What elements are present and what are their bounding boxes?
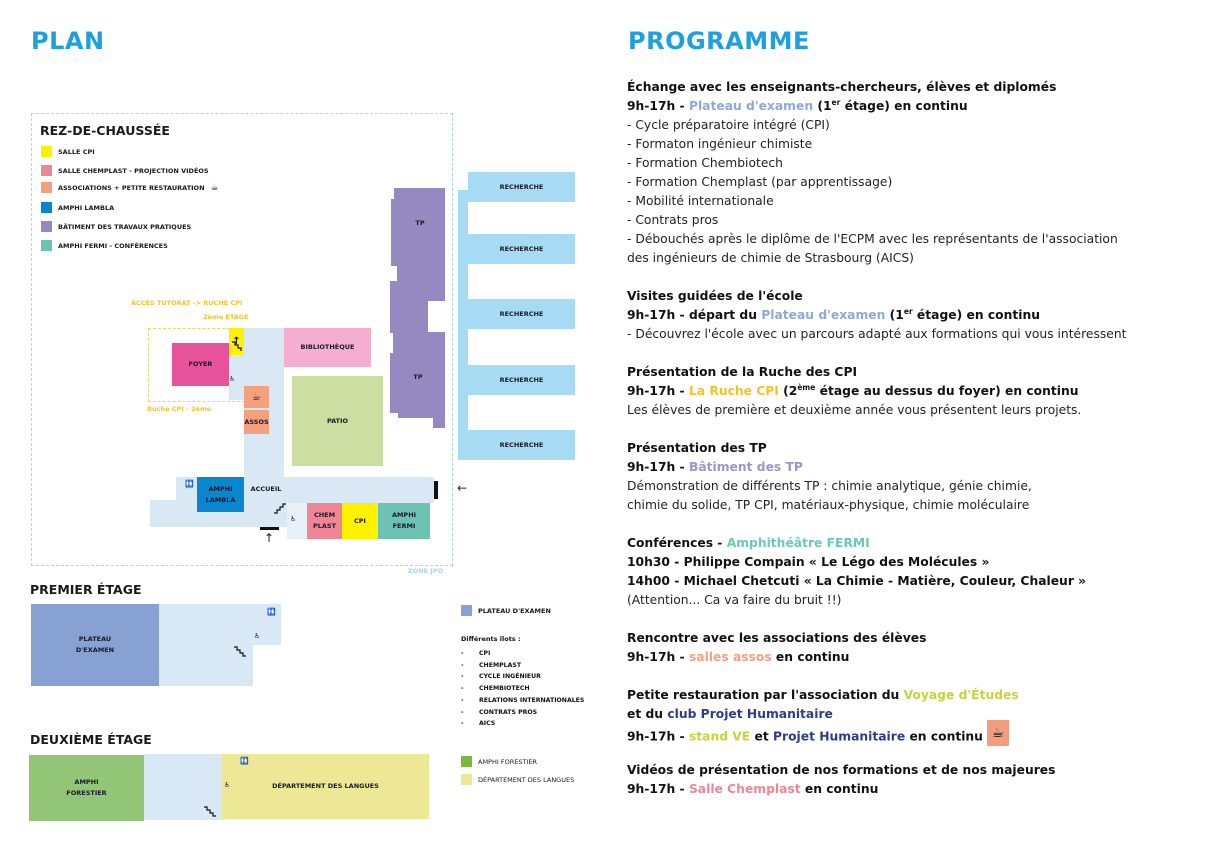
entrance-east-door (434, 481, 438, 499)
room-assos[interactable]: ASSOS (244, 410, 269, 434)
room-recherche-1[interactable]: RECHERCHE (468, 172, 575, 202)
room-amphi-lambla[interactable]: AMPHI LAMBLA (197, 477, 244, 512)
plan-title: PLAN (31, 27, 105, 55)
list-item: - Formaton ingénieur chimiste (627, 137, 813, 151)
ilot-item: - CHEMPLAST (461, 661, 522, 669)
location-link: salles assos (688, 650, 772, 664)
location-link: stand VE (688, 729, 751, 744)
talk-item: 14h00 - Michael Chetcuti « La Chimie - Matière, Couleur, Chaleur » (627, 574, 1087, 588)
legend-label: BÂTIMENT DES TRAVAUX PRATIQUES (58, 222, 192, 231)
stairs-icon (203, 806, 217, 818)
location-link: Projet Humanitaire (773, 729, 906, 744)
section-text: - Découvrez l'école avec un parcours adapté aux formations qui vous intéressent (627, 327, 1127, 341)
list-item: - Débouchés après le diplôme de l'ECPM avec les représentants de l'association (627, 232, 1118, 246)
ruche-cpi-label: Ruche CPI - 2ème (147, 405, 212, 413)
legend-swatch (41, 182, 52, 193)
section-title: Visites guidées de l'école (627, 289, 803, 303)
list-item: - Cycle préparatoire intégré (CPI) (627, 118, 830, 132)
room-plateau-examen[interactable]: PLATEAU D'EXAMEN (31, 604, 159, 686)
talk-item: 10h30 - Philippe Compain « Le Légo des Molécules » (627, 555, 990, 569)
section-time: 9h-17h - stand VE et Projet Humanitaire en continu ☕ (627, 724, 1126, 750)
ilot-item: - CONTRATS PROS (461, 708, 538, 716)
legend-amphi-fermi (41, 240, 168, 251)
section-title: Présentation des TP (627, 441, 767, 455)
corridor-first-floor (159, 604, 281, 645)
location-link: Plateau d'examen (761, 308, 886, 322)
toilets-icon: 🚻 (267, 608, 276, 616)
list-item: - Mobilité internationale (627, 194, 774, 208)
location-link: club Projet Humanitaire (667, 707, 833, 721)
room-recherche-2[interactable]: RECHERCHE (468, 234, 575, 264)
legend-label: SALLE CHEMPLAST - PROJECTION VIDÉOS (58, 166, 209, 175)
legend-plateau-examen (461, 605, 551, 616)
section-title: Conférences - Amphithéâtre FERMI (627, 536, 870, 550)
legend-chemplast (41, 165, 209, 176)
legend-label: PLATEAU D'EXAMEN (478, 606, 551, 615)
section-note: (Attention... Ca va faire du bruit !!) (627, 593, 842, 607)
legend-salle-cpi (41, 146, 95, 157)
section-text: Les élèves de première et deuxième année vous présentent leurs projets. (627, 403, 1082, 417)
acces-etage-label: 2ème ETAGE (203, 313, 249, 321)
location-link: Voyage d'Études (903, 688, 1019, 702)
legend-label: DÉPARTEMENT DES LANGUES (478, 775, 575, 784)
list-item: des ingénieurs de chimie de Strasbourg (AICS) (627, 251, 914, 265)
legend-label: AMPHI LAMBLA (58, 203, 115, 212)
legend-swatch (41, 221, 52, 232)
list-item: - Contrats pros (627, 213, 719, 227)
ilot-item: - CPI (461, 650, 491, 657)
location-link: Amphithéâtre FERMI (726, 536, 870, 550)
accessible-toilet-icon: ♿ (290, 515, 297, 523)
room-recherche-4[interactable]: RECHERCHE (468, 365, 575, 395)
legend-departement-langues (461, 774, 574, 785)
section-videos (627, 761, 1126, 799)
section-restauration (627, 686, 1126, 750)
room-foyer[interactable]: FOYER (172, 343, 229, 386)
section-time: 9h-17h - salles assos en continu (627, 650, 850, 664)
section-conferences (627, 534, 1126, 610)
list-item: - Formation Chembiotech (627, 156, 783, 170)
section-title: Rencontre avec les associations des élèves (627, 631, 927, 645)
accessible-toilet-icon: ♿ (229, 375, 236, 383)
section-time: 9h-17h - Plateau d'examen (1er étage) en continu (627, 97, 968, 113)
location-link: Salle Chemplast (688, 782, 801, 796)
stairs-icon (233, 646, 247, 658)
legend-swatch (461, 605, 472, 616)
legend-label: AMPHI FORESTIER (478, 757, 537, 766)
zone-jpo-label: ZONE JPO (408, 567, 444, 575)
section-subtitle: et du club Projet Humanitaire (627, 707, 833, 721)
first-floor-title: PREMIER ÉTAGE (30, 582, 142, 597)
coffee-cup-icon: ☕ (987, 720, 1009, 746)
location-link: La Ruche CPI (688, 384, 779, 398)
programme-list (627, 78, 1126, 818)
list-item: - Formation Chemplast (par apprentissage) (627, 175, 893, 189)
room-chemplast[interactable]: CHEM PLAST (307, 503, 342, 539)
second-floor-title: DEUXIÈME ÉTAGE (30, 732, 152, 747)
legend-swatch (461, 756, 472, 767)
toilets-icon: 🚻 (240, 757, 249, 765)
room-accueil[interactable]: ACCUEIL (250, 484, 282, 493)
stairs-icon (231, 341, 243, 353)
legend-associations (41, 182, 219, 193)
ilot-item: - CHEMBIOTECH (461, 685, 530, 693)
legend-swatch (41, 240, 52, 251)
section-time: 9h-17h - Bâtiment des TP (627, 460, 803, 474)
section-text: Démonstration de différents TP : chimie analytique, génie chimie, (627, 479, 1032, 493)
programme-title: PROGRAMME (628, 27, 810, 55)
ilots-list (461, 648, 584, 730)
accessible-toilet-icon: ♿ (254, 632, 261, 640)
acces-tutorat-label: ACCÈS TUTORAT -> RUCHE CPI (131, 299, 243, 307)
section-assos (627, 629, 1126, 667)
legend-swatch (41, 165, 52, 176)
recherche-spine (458, 190, 468, 460)
legend-amphi-forestier (461, 756, 537, 767)
coffee-cup-icon: ☕ (210, 182, 219, 193)
room-amphi-forestier[interactable]: AMPHI FORESTIER (29, 755, 144, 821)
legend-swatch (461, 774, 472, 785)
section-time: 9h-17h - La Ruche CPI (2ème étage au dessus du foyer) en continu (627, 382, 1079, 398)
ilots-title: Différents îlots : (461, 635, 521, 643)
room-departement-langues[interactable]: DÉPARTEMENT DES LANGUES (222, 754, 429, 819)
location-link: Bâtiment des TP (688, 460, 803, 474)
legend-label: ASSOCIATIONS + PETITE RESTAURATION (58, 183, 205, 192)
ilot-item: - AICS (461, 720, 496, 728)
arrow-up-icon: ↑ (232, 335, 241, 347)
section-tp (627, 439, 1126, 515)
ilot-item: - CYCLE INGÉNIEUR (461, 673, 541, 681)
section-echange (627, 78, 1126, 268)
legend-swatch (41, 146, 52, 157)
coffee-cup-icon: ☕ (244, 386, 269, 408)
room-recherche-3[interactable]: RECHERCHE (468, 299, 575, 329)
section-title: Vidéos de présentation de nos formations et de nos majeures (627, 763, 1056, 777)
room-amphi-fermi[interactable]: AMPHI FERMI (378, 503, 430, 539)
ilot-item: - RELATIONS INTERNATIONALES (461, 696, 585, 704)
legend-label: SALLE CPI (58, 147, 95, 156)
section-time: 9h-17h - Salle Chemplast en continu (627, 782, 879, 796)
legend-amphi-lambla (41, 202, 114, 213)
location-link: Plateau d'examen (688, 99, 814, 113)
section-ruche (627, 363, 1126, 420)
room-recherche-5[interactable]: RECHERCHE (468, 430, 575, 460)
arrow-left-icon: ← (457, 481, 468, 495)
section-visites (627, 287, 1126, 344)
arrow-up-icon: ↑ (264, 531, 275, 545)
stairs-icon (273, 502, 287, 514)
room-bibliotheque[interactable]: BIBLIOTHÈQUE (284, 328, 371, 367)
section-time: 9h-17h - départ du Plateau d'examen (1er étage) en continu (627, 306, 1040, 322)
room-patio[interactable]: PATIO (292, 376, 383, 466)
legend-label: AMPHI FERMI - CONFÉRENCES (58, 241, 168, 250)
entrance-south-door (260, 527, 279, 530)
toilets-icon: 🚻 (185, 480, 194, 488)
ground-floor-title: REZ-DE-CHAUSSÉE (40, 123, 170, 138)
room-tp-bottom: TP (413, 372, 423, 381)
room-tp-top: TP (415, 218, 425, 227)
section-text: chimie du solide, TP CPI, matériaux-physique, chimie moléculaire (627, 498, 1030, 512)
section-title: Échange avec les enseignants-chercheurs, élèves et diplomés (627, 80, 1057, 94)
accessible-toilet-icon: ♿ (224, 781, 231, 789)
section-title: Présentation de la Ruche des CPI (627, 365, 858, 379)
section-title: Petite restauration par l'association du Voyage d'Études (627, 688, 1019, 702)
legend-swatch (41, 202, 52, 213)
legend-batiment-tp (41, 221, 191, 232)
room-cpi[interactable]: CPI (342, 503, 378, 539)
